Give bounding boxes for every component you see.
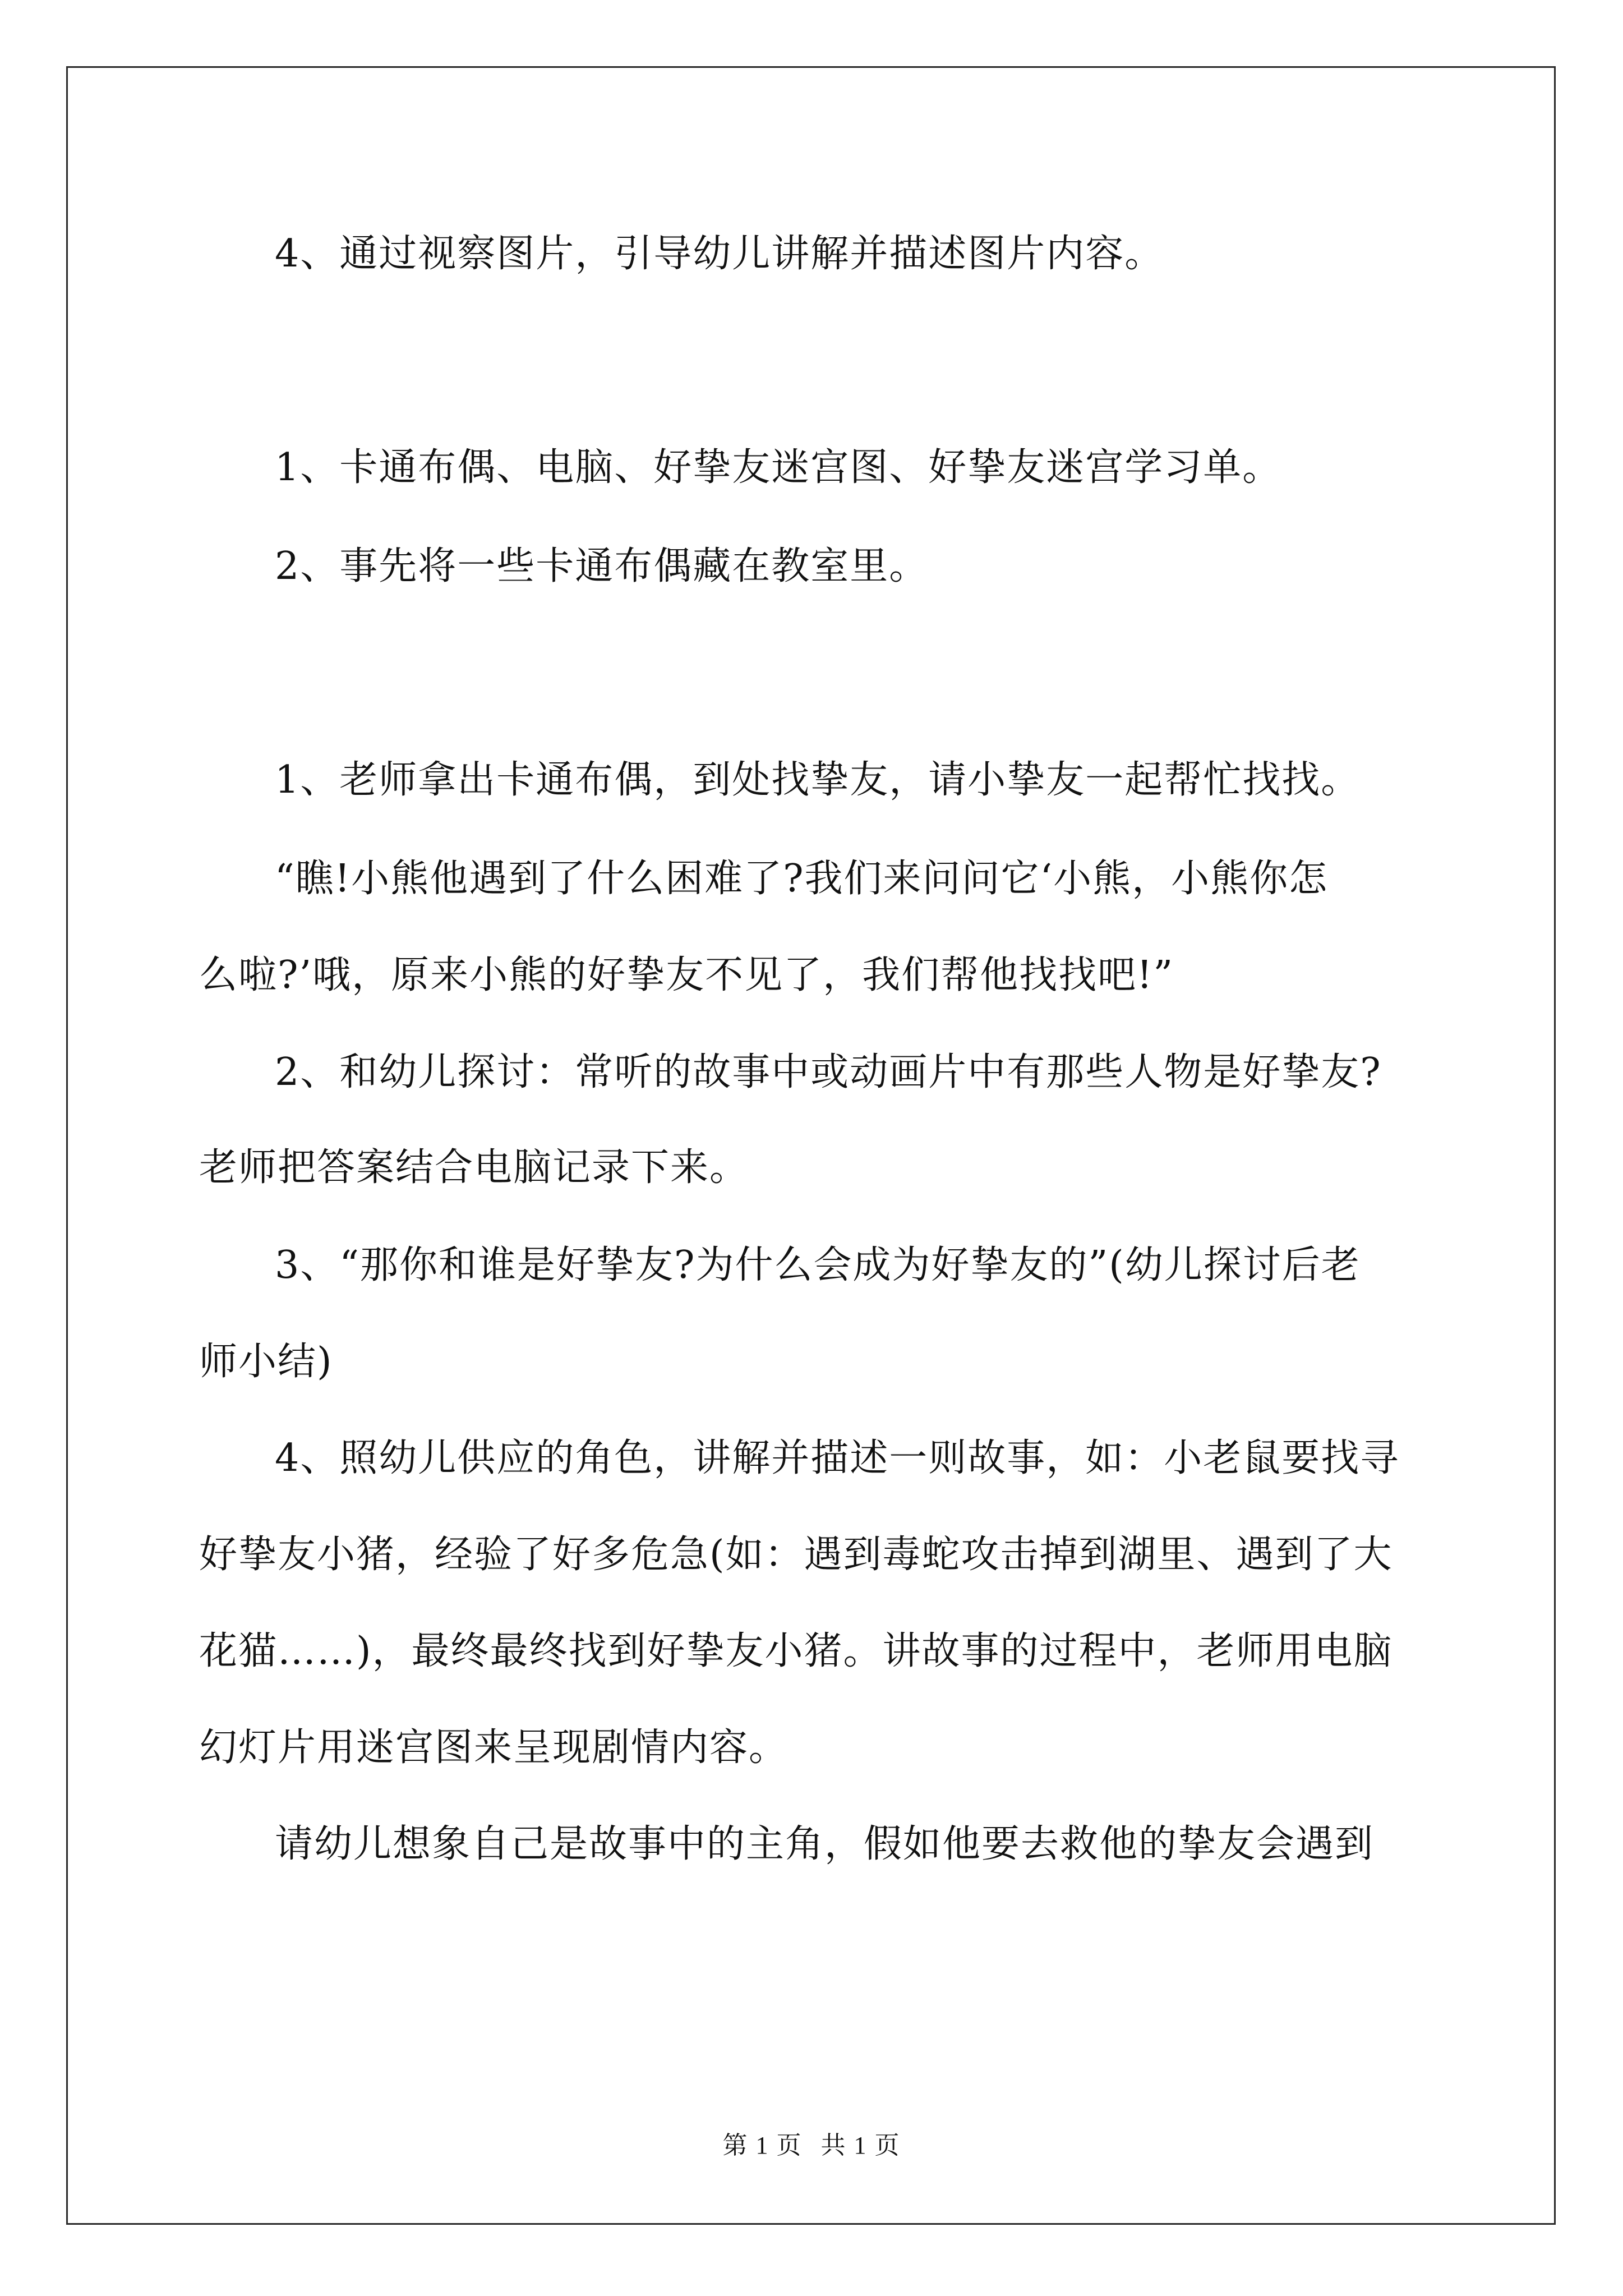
paragraph-process-5: 请幼儿想象自己是故事中的主角，假如他要去救他的挚友会遇到: [275, 1822, 1375, 1866]
page-number: 第 1 页: [722, 2132, 803, 2159]
paragraph-process-4: 4、照幼儿供应的角色，讲解并描述一则故事，如：小老鼠要找寻: [275, 1436, 1400, 1480]
paragraph-process-4-line-2: 好挚友小猪，经验了好多危急(如：遇到毒蛇攻击掉到湖里、遇到了大: [199, 1533, 1393, 1577]
page-footer: [0, 2125, 1623, 2161]
paragraph-process-1-quote: “瞧!小熊他遇到了什么困难了?我们来问问它‘小熊，小熊你怎: [275, 857, 1329, 901]
paragraph-objective-4: 4、通过视察图片，引导幼儿讲解并描述图片内容。: [275, 232, 1164, 276]
paragraph-process-4-line-4: 幻灯片用迷宫图来呈现剧情内容。: [199, 1726, 789, 1770]
paragraph-material-1: 1、卡通布偶、电脑、好挚友迷宫图、好挚友迷宫学习单。: [275, 445, 1282, 490]
paragraph-process-4-line-3: 花猫……)，最终最终找到好挚友小猪。讲故事的过程中，老师用电脑: [199, 1629, 1393, 1673]
page-total: 共 1 页: [820, 2132, 901, 2159]
paragraph-process-1: 1、老师拿出卡通布偶，到处找挚友，请小挚友一起帮忙找找。: [275, 758, 1361, 802]
paragraph-process-3-cont: 师小结): [199, 1340, 333, 1384]
paragraph-material-2: 2、事先将一些卡通布偶藏在教室里。: [275, 544, 929, 588]
paragraph-process-2: 2、和幼儿探讨：常听的故事中或动画片中有那些人物是好挚友?: [275, 1050, 1382, 1094]
paragraph-process-2-cont: 老师把答案结合电脑记录下来。: [199, 1145, 749, 1190]
paragraph-process-3: 3、“那你和谁是好挚友?为什么会成为好挚友的”(幼儿探讨后老: [275, 1243, 1361, 1287]
paragraph-process-1-quote-cont: 么啦?’哦，原来小熊的好挚友不见了，我们帮他找找吧!”: [199, 953, 1174, 997]
